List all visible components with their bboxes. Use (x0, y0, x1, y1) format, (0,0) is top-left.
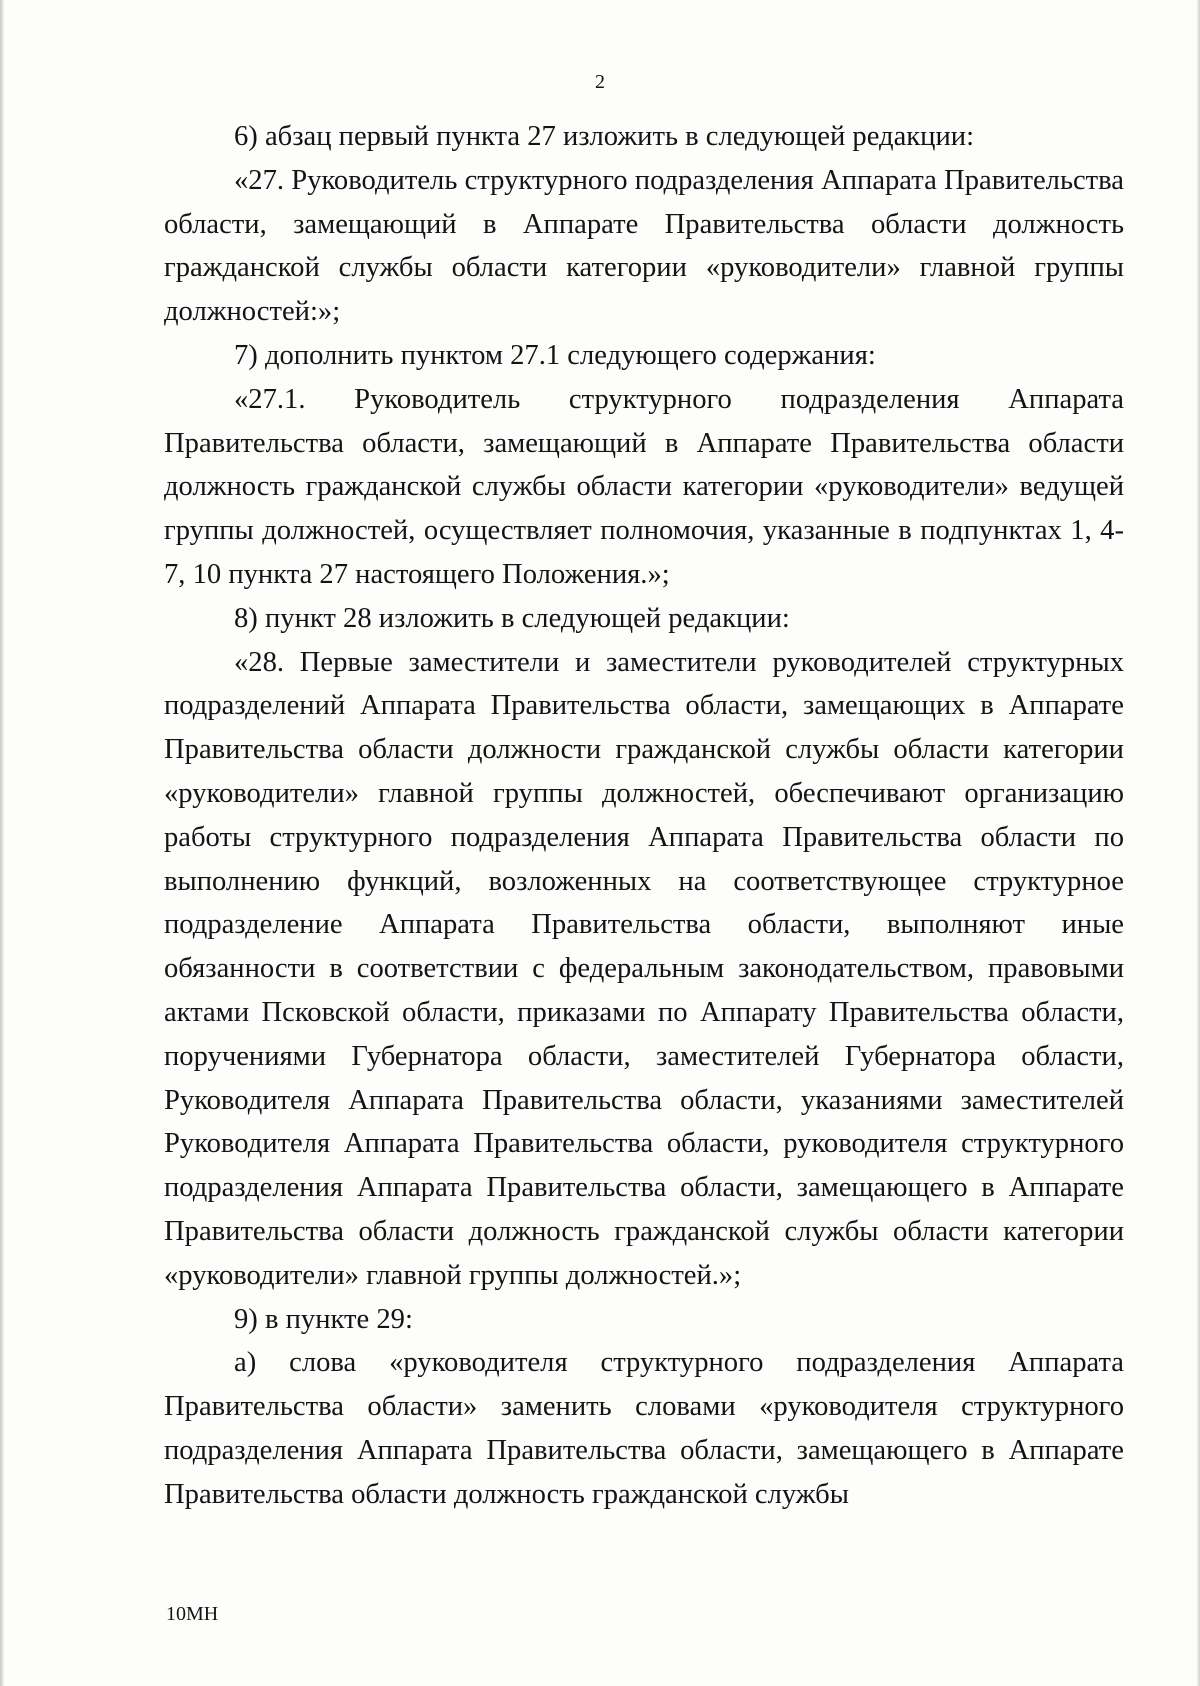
paragraph-point-27-1: «27.1. Руководитель структурного подразделения Аппарата Правительства области, замещающий в Аппарате Правительства области должность гражданской службы области категории «руководители» ведущей группы должностей, осуществляет полномочия, указанные в подпунктах 1, 4-7, 10 пункта 27 настоящего Положения.»; (164, 383, 1124, 590)
scan-edge-left (0, 0, 4, 1686)
paragraph-item-7: 7) дополнить пунктом 27.1 следующего содержания: (234, 339, 876, 371)
paragraph-point-28: «28. Первые заместители и заместители руководителей структурных подразделений Аппарата Правительства области, замещающих в Аппарате Правительства области должности гражданской службы области категории «руководители» главной группы должностей, обеспечивают организацию работы структурного подразделения Аппарата Правительства области по выполнению функций, возложенных на соответствующее структурное подразделение Аппарата Правительства области, выполняют иные обязанности в соответствии с федеральным законодательством, правовыми актами Псковской области, приказами по Аппарату Правительства области, поручениями Губернатора области, заместителей Губернатора области, Руководителя Аппарата Правительства области, указаниями заместителей Руководителя Аппарата Правительства области, руководителя структурного подразделения Аппарата Правительства области, замещающего в Аппарате Правительства области должность гражданской службы области категории «руководители» главной группы должностей.»; (164, 646, 1124, 1291)
paragraph-subitem-a: а) слова «руководителя структурного подразделения Аппарата Правительства области» заменить словами «руководителя структурного подразделения Аппарата Правительства области, замещающего в Аппарате Правительства области должность гражданской службы (164, 1347, 1124, 1510)
document-body (164, 115, 1124, 1517)
paragraph-item-6: 6) абзац первый пункта 27 изложить в следующей редакции: (234, 121, 975, 152)
footer-code: 10МН (166, 1603, 219, 1625)
page-number: 2 (595, 71, 605, 93)
paragraph-item-9: 9) в пункте 29: (234, 1303, 413, 1335)
paragraph-item-8: 8) пункт 28 изложить в следующей редакции: (234, 602, 790, 634)
paragraph-point-27: «27. Руководитель структурного подразделения Аппарата Правительства области, замещающий в Аппарате Правительства области должность гражданской службы области категории «руководители» главной группы должностей:»; (164, 164, 1124, 328)
